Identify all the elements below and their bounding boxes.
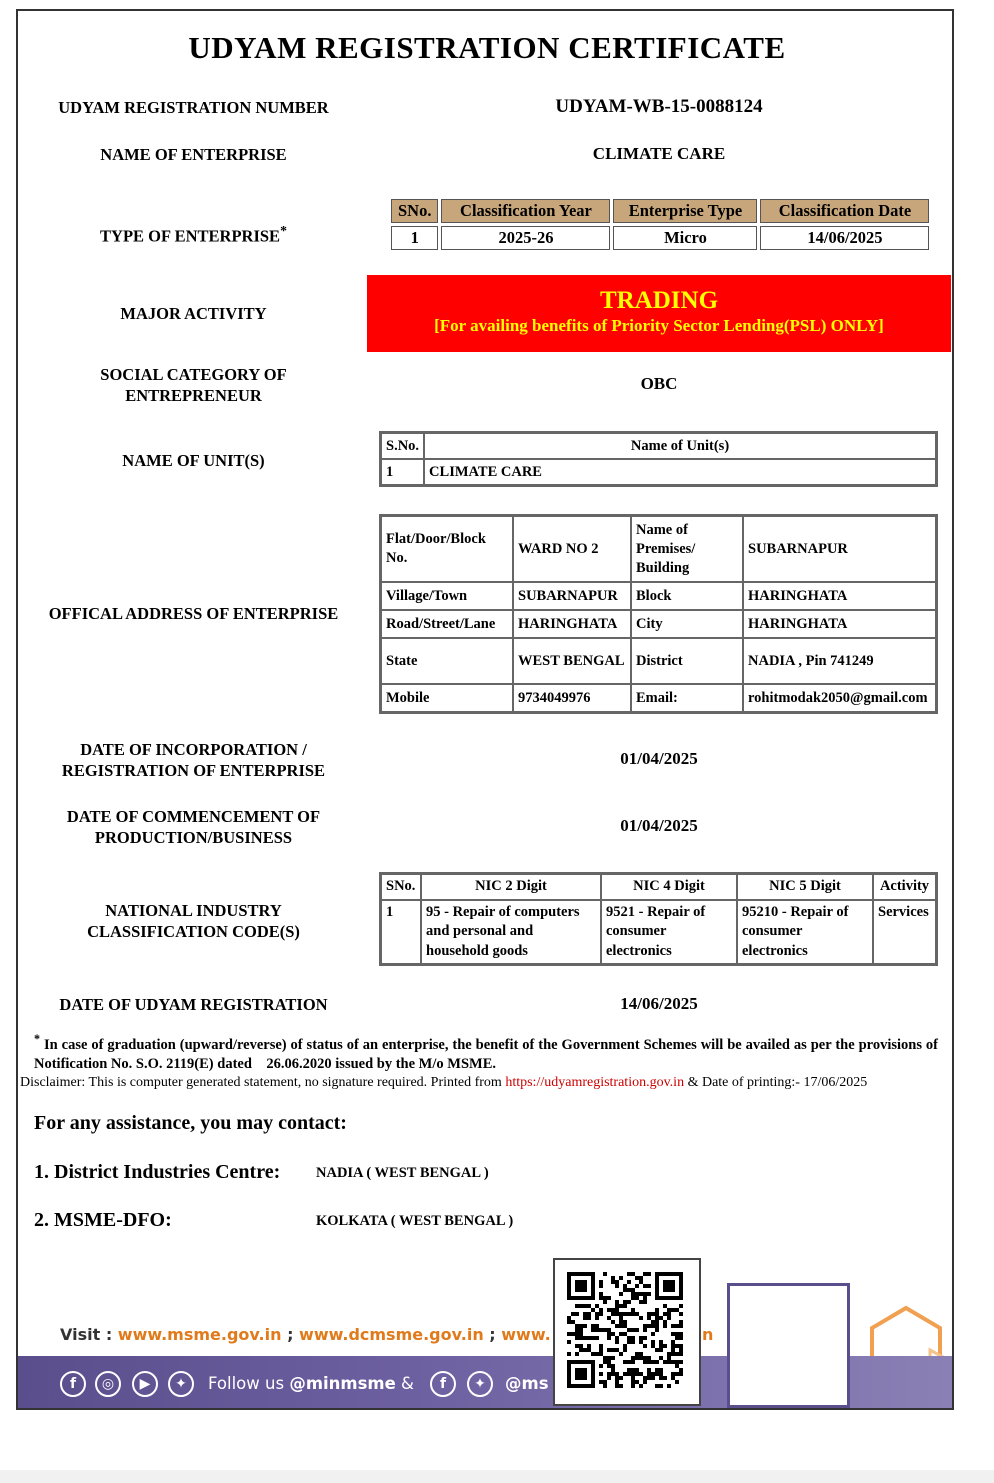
- page-bottom-strip: [0, 1470, 994, 1483]
- disclaimer-prefix: Disclaimer: This is computer generated statement, no signature required. Printed from: [20, 1075, 506, 1090]
- table-cell: 9734049976: [513, 684, 631, 712]
- table-cell: Mobile: [381, 684, 513, 712]
- follow-handle-2: [505, 1374, 549, 1393]
- dcmsme-link[interactable]: www.dcmsme.gov.in: [299, 1325, 484, 1344]
- follow-amp: &: [395, 1374, 414, 1393]
- twitter-icon[interactable]: ✦: [467, 1371, 493, 1397]
- incorporation-label-line2: REGISTRATION OF ENTERPRISE: [61, 761, 326, 780]
- certificate-title: UDYAM REGISTRATION CERTIFICATE: [188, 30, 786, 65]
- instagram-icon[interactable]: ◎: [95, 1371, 121, 1397]
- enterprise-type-label: [16, 220, 371, 247]
- table-row: [391, 226, 929, 250]
- address-table: [379, 514, 938, 714]
- table-cell: WEST BENGAL: [513, 638, 631, 684]
- table-cell: Road/Street/Lane: [381, 610, 513, 638]
- table-row: [381, 610, 936, 638]
- table-header-row: [381, 874, 936, 900]
- youtube-icon[interactable]: ▶: [132, 1371, 158, 1397]
- table-cell: Block: [631, 582, 743, 610]
- table-row: [381, 459, 936, 485]
- footnote-mark: *: [34, 1032, 41, 1046]
- table-cell: CLIMATE CARE: [424, 459, 936, 485]
- dfo-label: 2. MSME-DFO:: [34, 1209, 172, 1231]
- major-activity-note: [For availing benefits of Priority Sector Lending(PSL) ONLY]: [434, 316, 884, 335]
- table-cell: HARINGHATA: [743, 610, 936, 638]
- table-cell: WARD NO 2: [513, 516, 631, 582]
- header-cell: Classification Date: [760, 199, 929, 223]
- table-cell: 2025-26: [441, 226, 610, 250]
- disclaimer: [20, 1075, 960, 1091]
- visit-separator: ;: [281, 1325, 300, 1344]
- facebook-icon[interactable]: f: [430, 1371, 456, 1397]
- table-row: [381, 582, 936, 610]
- msme-link[interactable]: www.msme.gov.in: [117, 1325, 282, 1344]
- header-cell: NIC 2 Digit: [421, 874, 601, 900]
- units-label: NAME OF UNIT(S): [122, 451, 265, 470]
- table-cell: Email:: [631, 684, 743, 712]
- enterprise-type-asterisk: *: [280, 223, 287, 238]
- disclaimer-suffix: & Date of printing:- 17/06/2025: [684, 1075, 868, 1090]
- qr-code-icon: [555, 1260, 699, 1404]
- table-cell: 95210 - Repair of consumer electronics: [737, 900, 873, 965]
- table-row: [381, 900, 936, 965]
- header-cell: Enterprise Type: [613, 199, 757, 223]
- table-header-row: [381, 433, 936, 459]
- enterprise-name-value: CLIMATE CARE: [592, 144, 726, 163]
- social-category-label-line1: SOCIAL CATEGORY OF: [100, 365, 287, 384]
- table-cell: 1: [381, 900, 421, 965]
- table-cell: NADIA , Pin 741249: [743, 638, 936, 684]
- header-cell: NIC 5 Digit: [737, 874, 873, 900]
- facebook-icon[interactable]: f: [60, 1371, 86, 1397]
- major-activity-value: TRADING: [599, 287, 719, 314]
- table-cell: HARINGHATA: [743, 582, 936, 610]
- header-cell: Activity: [873, 874, 936, 900]
- table-cell: 9521 - Repair of consumer electronics: [601, 900, 737, 965]
- table-cell: Micro: [613, 226, 757, 250]
- follow-prefix: Follow us: [208, 1374, 290, 1393]
- table-cell: Village/Town: [381, 582, 513, 610]
- table-cell: Name of Premises/ Building: [631, 516, 743, 582]
- table-cell: District: [631, 638, 743, 684]
- dic-value: NADIA ( WEST BENGAL ): [316, 1165, 489, 1181]
- table-cell: SUBARNAPUR: [513, 582, 631, 610]
- dfo-value: KOLKATA ( WEST BENGAL ): [316, 1213, 514, 1229]
- third-site-link[interactable]: www.: [501, 1325, 551, 1344]
- table-row: [381, 638, 936, 684]
- udyam-portal-link[interactable]: https://udyamregistration.gov.in: [505, 1075, 685, 1090]
- reg-number-label: UDYAM REGISTRATION NUMBER: [58, 98, 329, 117]
- table-cell: HARINGHATA: [513, 610, 631, 638]
- units-table: [379, 431, 938, 487]
- udyam-date-label: DATE OF UDYAM REGISTRATION: [59, 995, 328, 1014]
- dic-label: 1. District Industries Centre:: [34, 1161, 281, 1183]
- table-cell: 1: [391, 226, 438, 250]
- table-cell: Flat/Door/Block No.: [381, 516, 513, 582]
- table-cell: State: [381, 638, 513, 684]
- visit-line: [60, 1325, 551, 1344]
- header-cell: S.No.: [381, 433, 424, 459]
- table-header-row: [391, 199, 929, 223]
- visit-label: Visit :: [60, 1325, 118, 1344]
- qr-code: [553, 1258, 701, 1406]
- header-cell: SNo.: [381, 874, 421, 900]
- incorporation-label: [16, 739, 371, 781]
- table-cell: 95 - Repair of computers and personal and household goods: [421, 900, 601, 965]
- table-cell: Services: [873, 900, 936, 965]
- header-cell: NIC 4 Digit: [601, 874, 737, 900]
- table-cell: 14/06/2025: [760, 226, 929, 250]
- enterprise-type-label-text: TYPE OF ENTERPRISE: [100, 226, 281, 246]
- table-cell: 1: [381, 459, 424, 485]
- nic-label-line1: NATIONAL INDUSTRY: [105, 901, 282, 920]
- nic-table: [379, 872, 938, 966]
- footnote: [34, 1030, 942, 1074]
- address-label: OFFICAL ADDRESS OF ENTERPRISE: [48, 604, 339, 623]
- table-row: [381, 516, 936, 582]
- visit-trailing: [702, 1325, 713, 1344]
- empty-box: [727, 1283, 850, 1408]
- social-category-label-line2: ENTREPRENEUR: [125, 386, 262, 405]
- visit-trailing-text: n: [702, 1325, 714, 1344]
- social-category-label: [16, 364, 371, 406]
- commencement-label-line2: PRODUCTION/BUSINESS: [94, 828, 293, 847]
- major-activity-label: MAJOR ACTIVITY: [120, 304, 267, 323]
- header-cell: SNo.: [391, 199, 438, 223]
- twitter-icon[interactable]: ✦: [168, 1371, 194, 1397]
- enterprise-name-label: NAME OF ENTERPRISE: [100, 145, 287, 164]
- nic-label: [16, 900, 371, 942]
- visit-separator: ;: [483, 1325, 502, 1344]
- incorporation-label-line1: DATE OF INCORPORATION /: [80, 740, 307, 759]
- commencement-value: 01/04/2025: [620, 816, 698, 835]
- commencement-label: [16, 806, 371, 848]
- table-cell: City: [631, 610, 743, 638]
- major-activity-banner: [367, 275, 951, 352]
- reg-number-value: UDYAM-WB-15-0088124: [555, 96, 763, 117]
- footnote-text: In case of graduation (upward/reverse) of status of an enterprise, the benefit of the Government Schemes will be availed as per the provisions of Notification No. S.O. 2119(E) dated 26.06.2020 issued by the M/o MSME.: [34, 1036, 942, 1072]
- follow-line: [208, 1374, 414, 1393]
- incorporation-value: 01/04/2025: [620, 749, 698, 768]
- udyam-date-value: 14/06/2025: [620, 994, 698, 1013]
- twitter-handle[interactable]: @minmsme: [289, 1374, 396, 1393]
- enterprise-type-table: [388, 199, 932, 250]
- nic-label-line2: CLASSIFICATION CODE(S): [87, 922, 300, 941]
- table-cell: rohitmodak2050@gmail.com: [743, 684, 936, 712]
- header-cell: Name of Unit(s): [424, 433, 936, 459]
- table-cell: SUBARNAPUR: [743, 516, 936, 582]
- commencement-label-line1: DATE OF COMMENCEMENT OF: [66, 807, 321, 826]
- header-cell: Classification Year: [441, 199, 610, 223]
- twitter-handle-2[interactable]: @ms: [505, 1374, 549, 1393]
- assistance-heading: For any assistance, you may contact:: [34, 1112, 347, 1134]
- social-category-value: OBC: [640, 374, 678, 393]
- table-row: [381, 684, 936, 712]
